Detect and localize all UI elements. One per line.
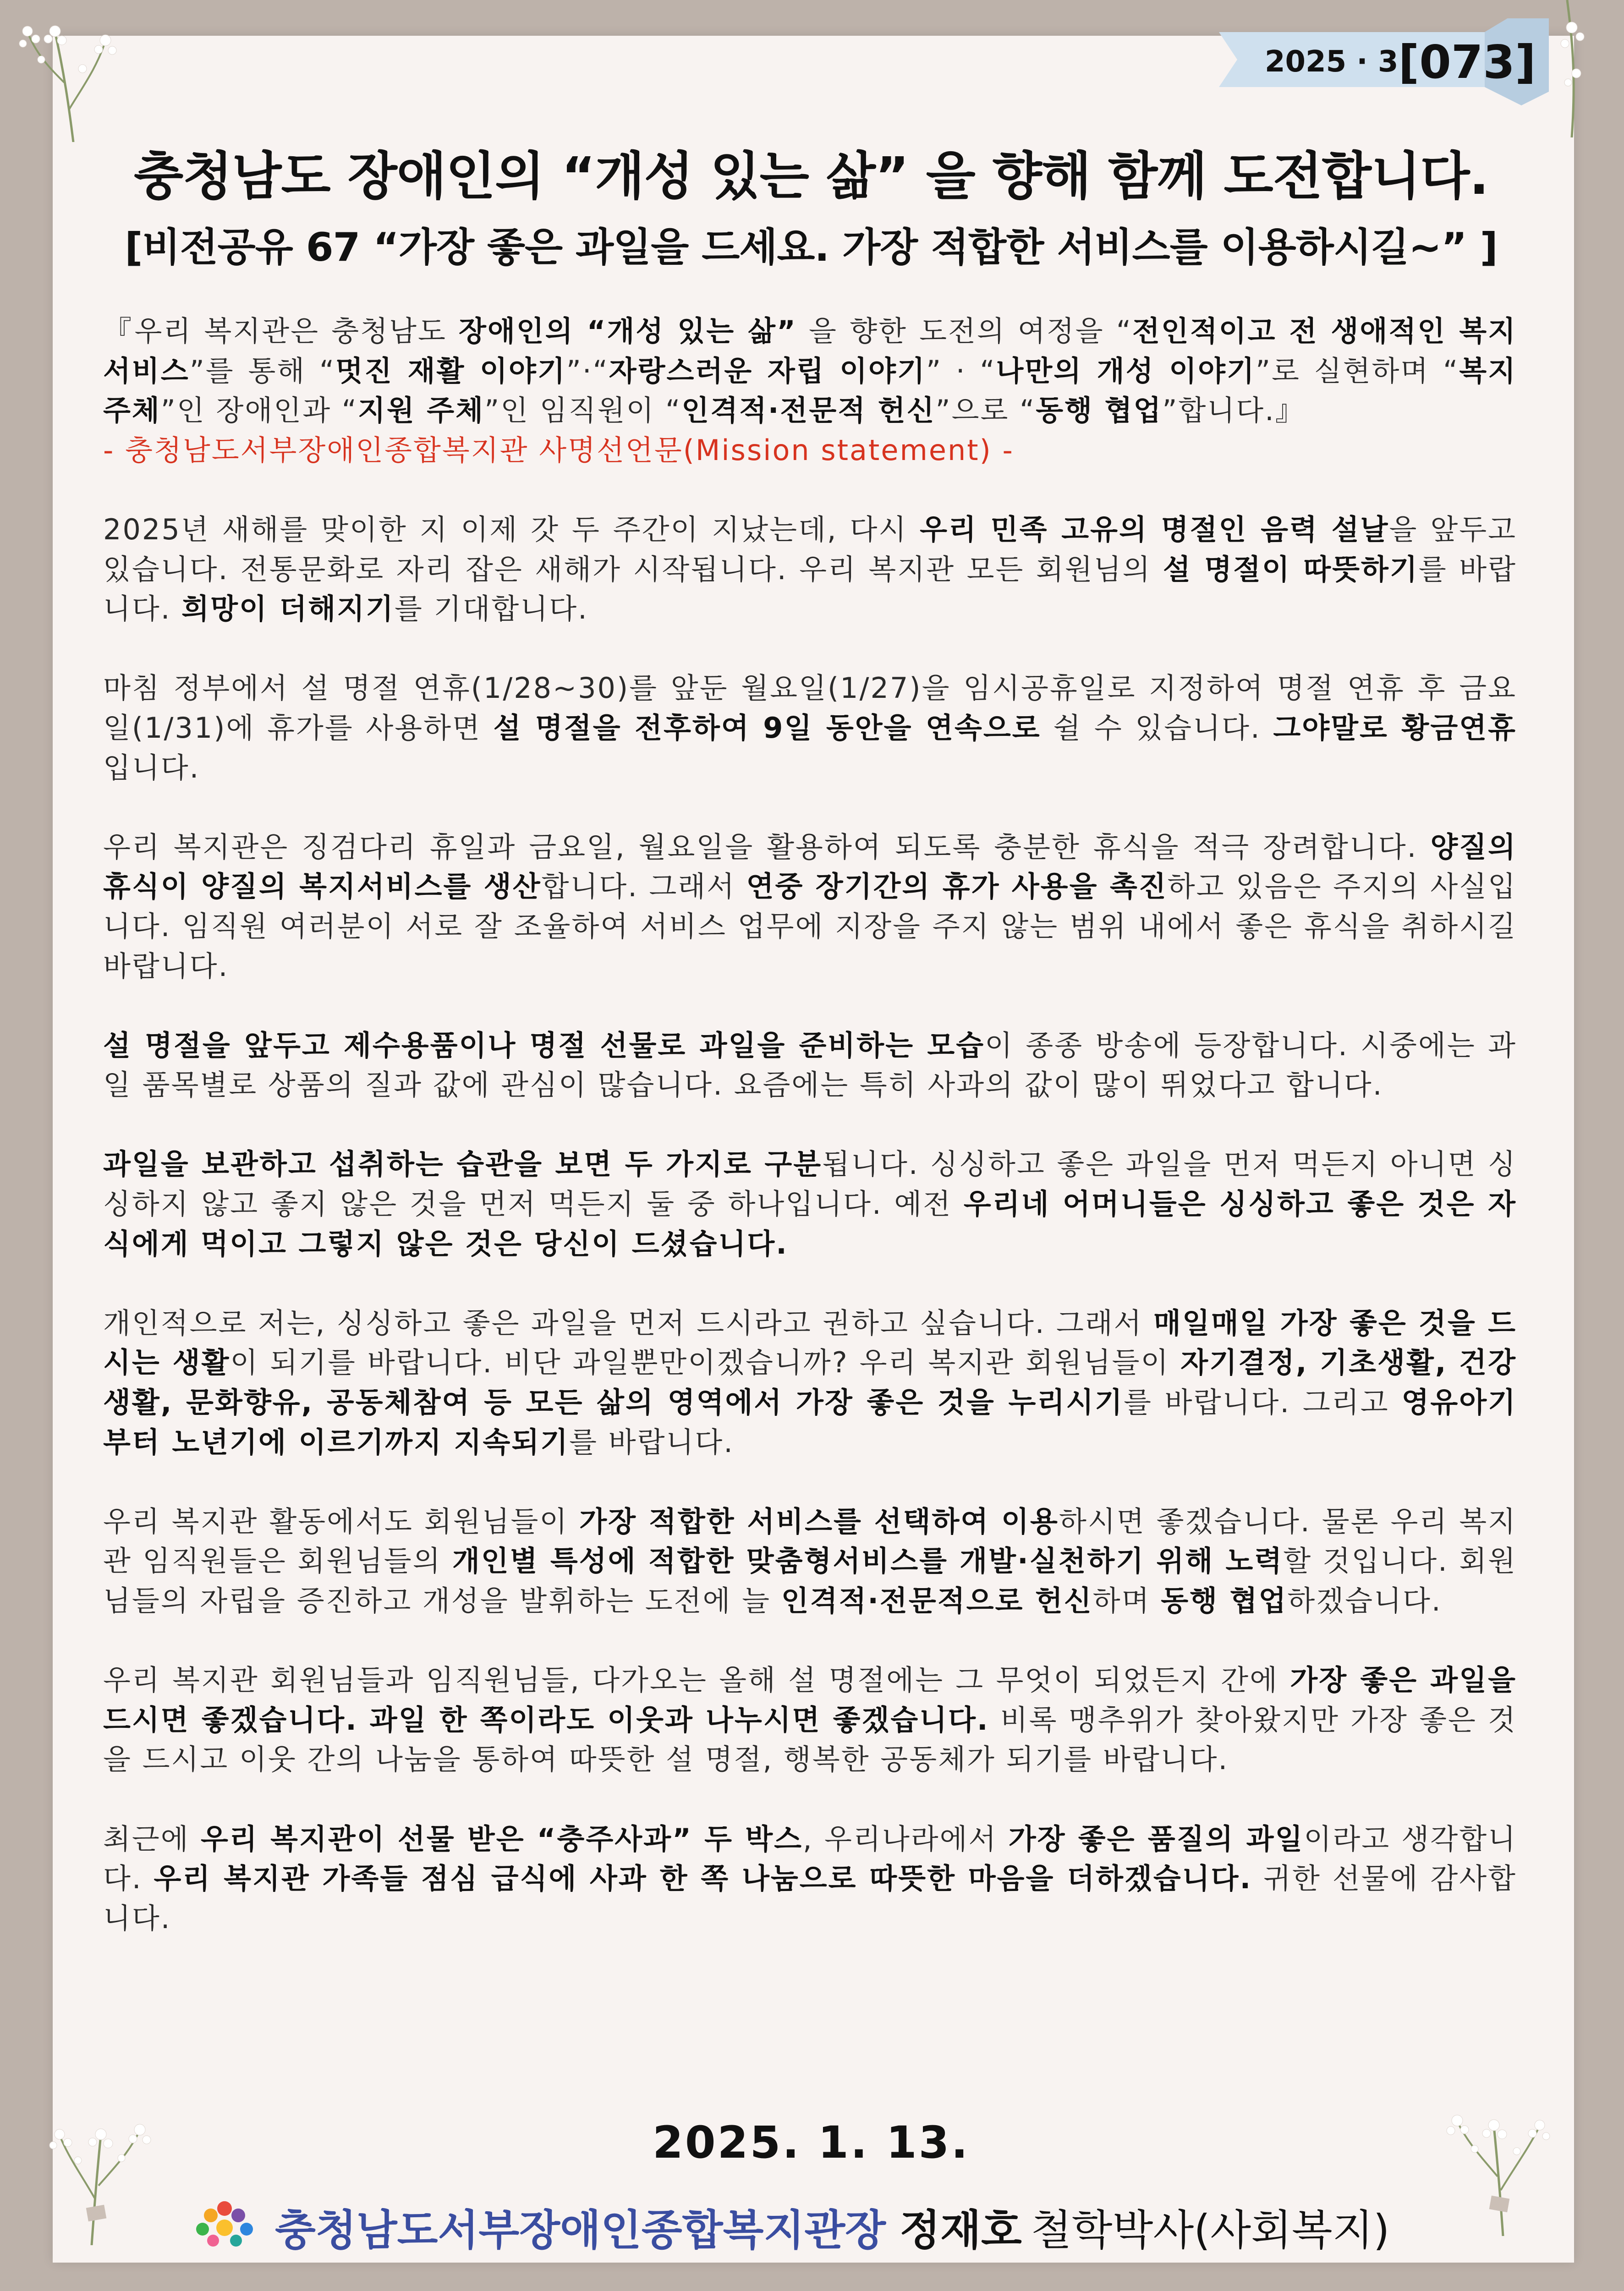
paragraph-8: 우리 복지관 회원님들과 임직원님들, 다가오는 올해 설 명절에는 그 무엇이 되었든지 간에 가장 좋은 과일을 드시면 좋겠습니다. 과일 한 쪽이라도 이웃과 나누시면 좋겠습니다. 비록 맹추위가 찾아왔지만 가장 좋은 것을 드시고 이웃 간의 나눔을 통하여 따뜻한 설 명절, 행복한 공동체가 되기를 바랍니다. xyxy=(103,1663,1517,1776)
paragraph-9: 최근에 우리 복지관이 선물 받은 “충주사과” 두 박스, 우리나라에서 가장 좋은 품질의 과일이라고 생각합니다. 우리 복지관 가족들 점심 급식에 사과 한 쪽 나눔으로 따뜻한 마음을 더하겠습니다. 귀한 선물에 감사합니다. xyxy=(103,1822,1517,1935)
issue-code: [073] xyxy=(1398,35,1536,89)
flower-decoration-top-left xyxy=(14,5,133,142)
flower-decoration-bottom-left xyxy=(41,2108,160,2245)
signature-degree: 철학박사(사회복지) xyxy=(1031,2206,1390,2255)
signature xyxy=(188,2195,1389,2259)
paragraph-1: 2025년 새해를 맞이한 지 이제 갓 두 주간이 지났는데, 다시 우리 민족 고유의 명절인 음력 설날을 앞두고 있습니다. 전통문화로 자리 잡은 새해가 시작됩니다. 우리 복지관 모든 회원님의 설 명절이 따뜻하기를 바랍니다. 희망이 더해지기를 기대합니다. xyxy=(103,512,1517,626)
organization-logo-icon xyxy=(188,2195,261,2259)
flower-decoration-bottom-right xyxy=(1439,2099,1558,2236)
issue-date: 2025 · 3 xyxy=(1265,45,1399,79)
page-subtitle: [비전공유 67 “가장 좋은 과일을 드세요. 가장 적합한 서비스를 이용하시길~” ] xyxy=(125,225,1498,270)
issue-number xyxy=(1265,32,1536,92)
signature-organization: 충청남도서부장애인종합복지관장 xyxy=(275,2206,886,2255)
paragraph-7: 우리 복지관 활동에서도 회원님들이 가장 적합한 서비스를 선택하여 이용하시면 좋겠습니다. 물론 우리 복지관 임직원들은 회원님들의 개인별 특성에 적합한 맞춤형서비스를 개발·실천하기 위해 노력할 것입니다. 회원님들의 자립을 증진하고 개성을 발휘하는 도전에 늘 인격적·전문적으로 헌신하며 동행 협업하겠습니다. xyxy=(103,1504,1517,1617)
paragraph-5: 과일을 보관하고 섭취하는 습관을 보면 두 가지로 구분됩니다. 싱싱하고 좋은 과일을 먼저 먹든지 아니면 싱싱하지 않고 좋지 않은 것을 먼저 먹든지 둘 중 하나입니다. 예전 우리네 어머니들은 싱싱하고 좋은 것은 자식에게 먹이고 그렇지 않은 것은 당신이 드셨습니다. xyxy=(103,1147,1517,1261)
letter-date: 2025. 1. 13. xyxy=(653,2117,970,2168)
mission-source: - 충청남도서부장애인종합복지관 사명선언문(Mission statement) - xyxy=(103,433,1014,467)
page-title: 충청남도 장애인의 “개성 있는 삶” 을 향해 함께 도전합니다. xyxy=(133,147,1489,206)
mission-statement: 『우리 복지관은 충청남도 장애인의 “개성 있는 삶” 을 향한 도전의 여정을 “전인적이고 전 생애적인 복지서비스”를 통해 “멋진 재활 이야기”·“자랑스러운 자립 이야기” · “나만의 개성 이야기”로 실현하며 “복지 주체”인 장애인과 “지원 주체”인 임직원이 “인격적·전문적 헌신”으로 “동행 협업”합니다.』 xyxy=(103,314,1517,428)
paragraph-6: 개인적으로 저는, 싱싱하고 좋은 과일을 먼저 드시라고 권하고 싶습니다. 그래서 매일매일 가장 좋은 것을 드시는 생활이 되기를 바랍니다. 비단 과일뿐만이겠습니까? 우리 복지관 회원님들이 자기결정, 기초생활, 건강생활, 문화향유, 공동체참여 등 모든 삶의 영역에서 가장 좋은 것을 누리시기를 바랍니다. 그리고 영유아기부터 노년기에 이르기까지 지속되기를 바랍니다. xyxy=(103,1306,1517,1459)
signature-name: 정재호 xyxy=(900,2206,1022,2255)
paragraph-2: 마침 정부에서 설 명절 연휴(1/28~30)를 앞둔 월요일(1/27)을 임시공휴일로 지정하여 명절 연휴 후 금요일(1/31)에 휴가를 사용하면 설 명절을 전후하여 9일 동안을 연속으로 쉴 수 있습니다. 그야말로 황금연휴입니다. xyxy=(103,671,1517,784)
paragraph-4: 설 명절을 앞두고 제수용품이나 명절 선물로 과일을 준비하는 모습이 종종 방송에 등장합니다. 시중에는 과일 품목별로 상품의 질과 값에 관심이 많습니다. 요즘에는 특히 사과의 값이 많이 뛰었다고 합니다. xyxy=(103,1028,1517,1102)
paragraph-3: 우리 복지관은 징검다리 휴일과 금요일, 월요일을 활용하여 되도록 충분한 휴식을 적극 장려합니다. 양질의 휴식이 양질의 복지서비스를 생산합니다. 그래서 연중 장기간의 휴가 사용을 촉진하고 있음은 주지의 사실입니다. 임직원 여러분이 서로 잘 조율하여 서비스 업무에 지장을 주지 않는 범위 내에서 좋은 휴식을 취하시길 바랍니다. xyxy=(103,830,1517,983)
letter-body xyxy=(103,312,1517,1938)
